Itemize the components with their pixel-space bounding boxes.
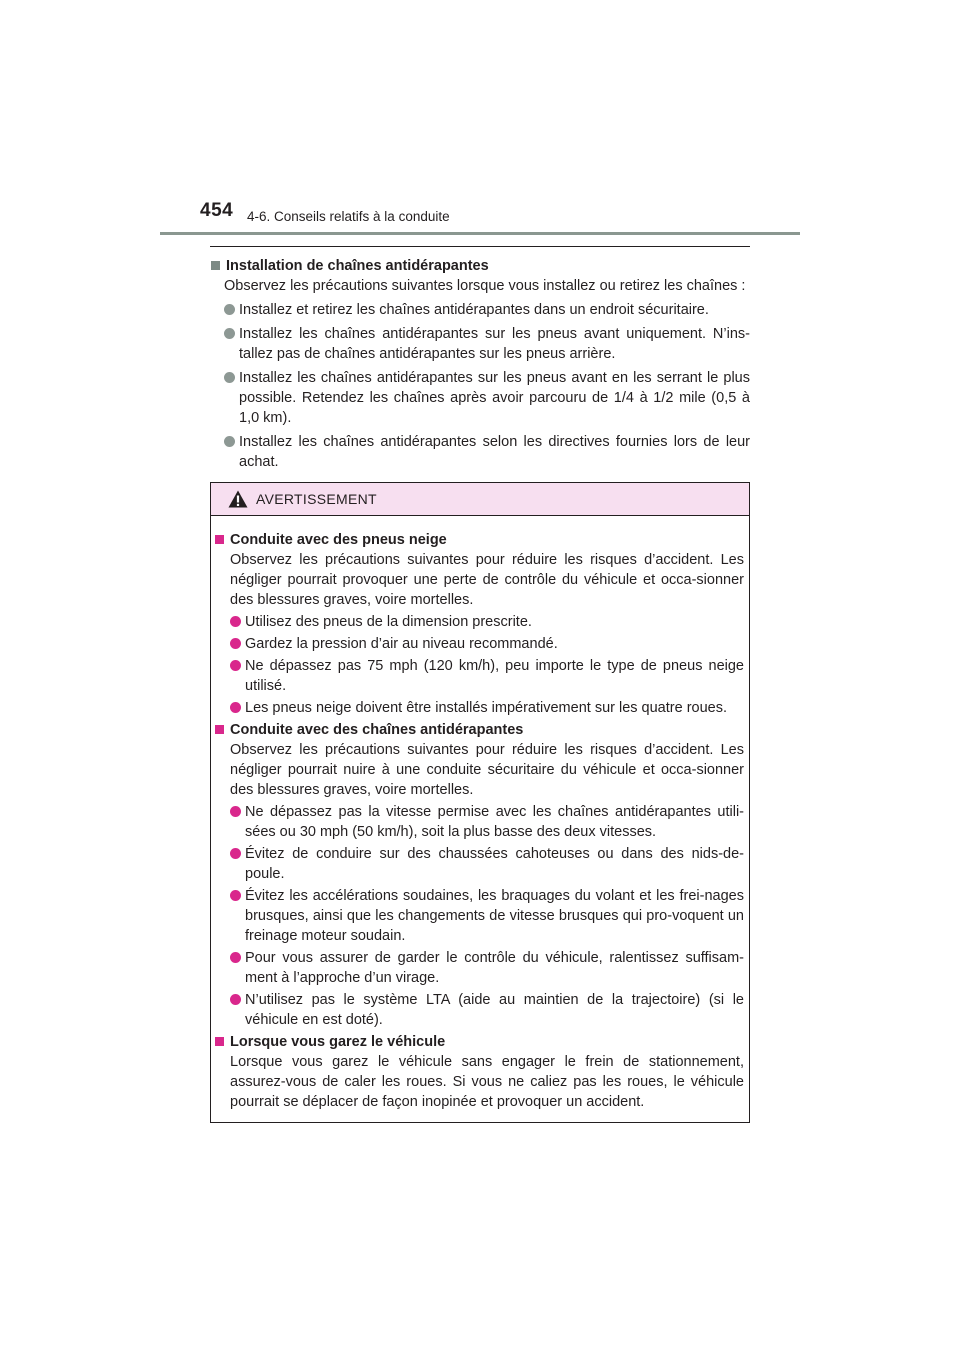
warning-bullet-text: Ne dépassez pas 75 mph (120 km/h), peu importe le type de pneus neige utilisé. [245,658,744,694]
round-bullet-icon [224,436,235,447]
round-bullet-icon [230,994,241,1005]
warning-bullet-item [230,656,744,696]
warning-heading-text: Lorsque vous garez le véhicule [230,1034,446,1050]
round-bullet-icon [230,848,241,859]
warning-title: AVERTISSEMENT [256,491,377,507]
main-heading-text: Installation de chaînes antidérapantes [226,258,489,274]
warning-bullet-text: Évitez de conduire sur des chaussées cahoteuses ou dans des nids-de-poule. [245,846,744,882]
section-title: 4-6. Conseils relatifs à la conduite [247,209,450,224]
warning-section-intro: Observez les précautions suivantes pour réduire les risques d’accident. Les négliger pourrait nuire à une conduite sécuritaire du véhicule et occa-sionner des blessures graves, voire mortelles. [230,742,744,798]
warning-bullet-text: N’utilisez pas le système LTA (aide au maintien de la trajectoire) (si le véhicule en est doté). [245,992,744,1028]
warning-bullet-item [230,990,744,1030]
warning-section-heading [214,720,744,740]
warning-body [211,516,749,1112]
round-bullet-icon [230,890,241,901]
warning-section-heading [214,530,744,550]
main-bullet-text: Installez les chaînes antidérapantes selon les directives fournies lors de leur achat. [239,434,750,470]
round-bullet-icon [230,806,241,817]
warning-triangle-icon [228,490,248,513]
warning-bullet-text: Pour vous assurer de garder le contrôle du véhicule, ralentissez suffisam-ment à l’approche d’un virage. [245,950,744,986]
warning-section-intro: Lorsque vous garez le véhicule sans engager le frein de stationnement, assurez-vous de caler les roues. Si vous ne caliez pas les roues, le véhicule pourrait se déplacer de façon inopinée et provoquer un accident. [230,1054,744,1110]
round-bullet-icon [224,304,235,315]
warning-header [211,483,749,516]
warning-bullet-text: Gardez la pression d’air au niveau recommandé. [245,636,558,652]
square-bullet-icon [215,725,224,734]
warning-heading-text: Conduite avec des pneus neige [230,532,447,548]
square-bullet-icon [215,535,224,544]
warning-box [210,482,750,1123]
round-bullet-icon [224,328,235,339]
warning-bullet-item [230,802,744,842]
main-bullet-item [224,432,750,472]
warning-bullet-item [230,612,744,632]
square-bullet-icon [211,261,220,270]
square-bullet-icon [215,1037,224,1046]
round-bullet-icon [230,952,241,963]
warning-bullet-item [230,634,744,654]
main-bullet-text: Installez et retirez les chaînes antidérapantes dans un endroit sécuritaire. [239,302,709,318]
main-bullet-text: Installez les chaînes antidérapantes sur les pneus avant uniquement. N’ins-tallez pas de chaînes antidérapantes sur les pneus arrière. [239,326,750,362]
main-bullet-item [224,300,750,320]
round-bullet-icon [230,660,241,671]
warning-section-intro: Observez les précautions suivantes pour réduire les risques d’accident. Les négliger pourrait provoquer une perte de contrôle du véhicule et occa-sionner des blessures graves, voire mortelles. [230,552,744,608]
warning-bullet-item [230,844,744,884]
page-number: 454 [200,200,234,221]
content-top-rule [210,246,750,247]
round-bullet-icon [230,702,241,713]
main-content [210,256,750,472]
main-bullet-text: Installez les chaînes antidérapantes sur les pneus avant en les serrant le plus possible. Retendez les chaînes après avoir parcouru de 1/4 à 1/2 mile (0,5 à 1,0 km). [239,370,750,426]
warning-bullet-item [230,698,744,718]
main-intro: Observez les précautions suivantes lorsque vous installez ou retirez les chaînes : [224,278,746,294]
warning-bullet-text: Ne dépassez pas la vitesse permise avec les chaînes antidérapantes utili-sées ou 30 mph (50 km/h), soit la plus basse des deux vitesses. [245,804,744,840]
warning-heading-text: Conduite avec des chaînes antidérapantes [230,722,524,738]
warning-bullet-text: Évitez les accélérations soudaines, les braquages du volant et les frei-nages brusques, ainsi que les changements de vitesse brusques qui pro-voquent un freinage moteur soudain. [245,888,744,944]
round-bullet-icon [224,372,235,383]
warning-bullet-item [230,886,744,946]
round-bullet-icon [230,616,241,627]
round-bullet-icon [230,638,241,649]
warning-bullet-text: Les pneus neige doivent être installés impérativement sur les quatre roues. [245,700,727,716]
main-heading [210,256,750,276]
main-bullet-item [224,324,750,364]
warning-bullet-text: Utilisez des pneus de la dimension prescrite. [245,614,532,630]
main-bullet-item [224,368,750,428]
warning-section-heading [214,1032,744,1052]
warning-bullet-item [230,948,744,988]
header-rule [160,232,800,235]
